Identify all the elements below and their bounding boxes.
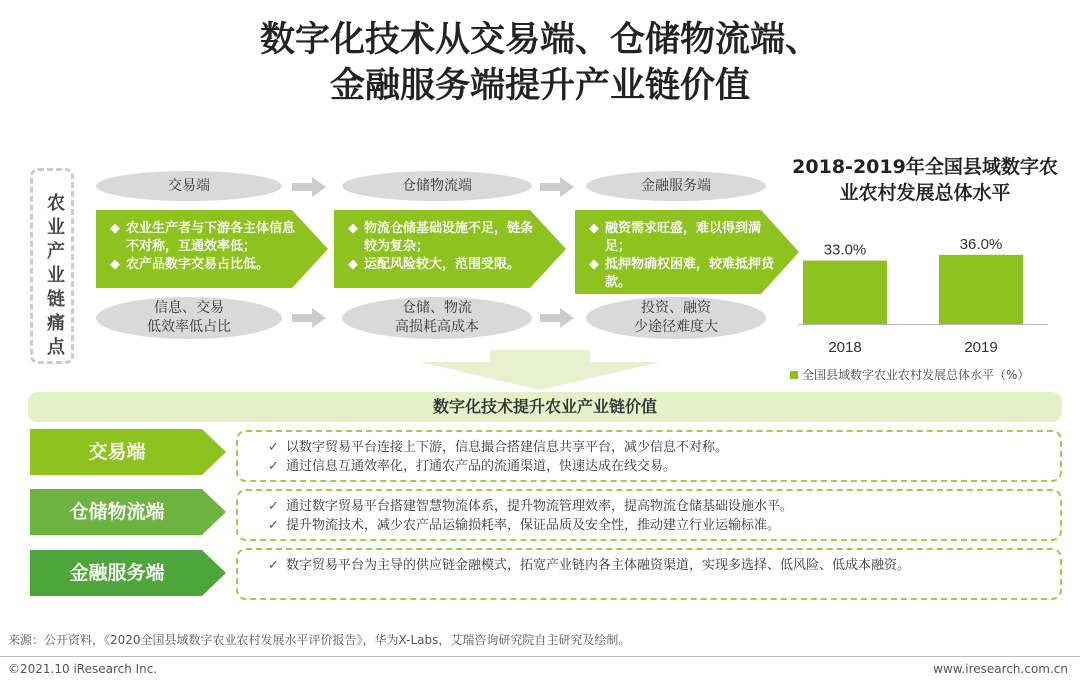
bar-2018	[803, 261, 887, 324]
issue-item: 融资需求旺盛，难以得到满足；	[605, 221, 762, 254]
stage-name-finance: 金融服务端	[641, 178, 711, 194]
legend-swatch	[790, 371, 798, 379]
pain-points-char: 产	[47, 241, 65, 262]
divider	[0, 656, 1080, 657]
arrow-right-icon	[292, 308, 326, 328]
source-note: 来源：公开资料，《2020全国县域数字农业农村发展水平评价报告》，华为X-Labs，艾瑞咨询研究院自主研究及绘制。	[8, 633, 631, 647]
pain-points-char: 点	[47, 337, 65, 358]
chart-title: 2018-2019年全国县域数字农业农村发展总体水平	[792, 156, 1058, 204]
data-label: 33.0%	[823, 241, 867, 259]
legend-label: 全国县域数字农业农村发展总体水平（%）	[802, 368, 1030, 382]
copyright: ©2021.10 iResearch Inc.	[8, 662, 158, 676]
solution-point: 通过信息互通效率化，打通农产品的流通渠道，快速达成在线交易。	[286, 459, 677, 474]
issue-list-trade: ◆ 农业生产者与下游各主体信息不对称，互通效率低； ◆ 农产品数字交易占比低。	[96, 212, 306, 274]
pain-points-char: 痛	[47, 313, 65, 334]
pain-points-char: 农	[47, 193, 65, 214]
pain-points-char: 业	[47, 217, 65, 238]
stage-ellipse-finance	[586, 171, 766, 201]
pain-points-char: 链	[47, 289, 65, 310]
pain-points-char: 业	[47, 265, 65, 286]
solution-point: 以数字贸易平台连接上下游，信息撮合搭建信息共享平台，减少信息不对称。	[286, 440, 729, 455]
value-banner: 数字化技术提升农业产业链价值	[28, 392, 1062, 422]
website-link[interactable]: www.iresearch.com.cn	[933, 662, 1068, 676]
page-title-line1: 数字化技术从交易端、仓储物流端、	[259, 20, 820, 60]
stage-ellipse-logistics	[342, 171, 532, 201]
summary-ellipse-logistics: 仓储、物流 高损耗高成本	[342, 297, 532, 339]
solution-point: 提升物流技术，减少农产品运输损耗率，保证品质及安全性，推动建立行业运输标准。	[286, 518, 781, 533]
x-tick-label: 2019	[964, 339, 998, 356]
issue-item: 农产品数字交易占比低。	[126, 257, 270, 272]
issue-list-logistics: ◆ 物流仓储基础设施不足，链条较为复杂； ◆ 运配风险较大，范围受限。	[334, 212, 544, 274]
issue-item: 农业生产者与下游各主体信息不对称，互通效率低；	[126, 221, 296, 254]
arrow-down-icon	[420, 350, 660, 390]
solution-point: 数字贸易平台为主导的供应链金融模式，拓宽产业链内各主体融资渠道，实现多选择、低风险、低成本融资。	[286, 558, 911, 573]
arrow-right-icon	[292, 177, 326, 197]
chart-legend	[790, 366, 1070, 383]
stage-name-logistics: 仓储物流端	[402, 178, 472, 194]
solution-tag-finance: 金融服务端	[69, 562, 165, 584]
stage-name-trade: 交易端	[168, 178, 210, 194]
solution-box-trade: ✓ 以数字贸易平台连接上下游，信息撮合搭建信息共享平台，减少信息不对称。 ✓ 通过信息互通效率化，打通农产品的流通渠道，快速达成在线交易。	[236, 430, 1062, 482]
solution-tag-trade: 交易端	[88, 441, 146, 463]
solution-box-finance: ✓ 数字贸易平台为主导的供应链金融模式，拓宽产业链内各主体融资渠道，实现多选择、低风险、低成本融资。	[236, 548, 1062, 600]
arrow-right-icon	[540, 308, 574, 328]
issue-item: 物流仓储基础设施不足，链条较为复杂；	[364, 221, 534, 254]
bar-2019	[939, 255, 1023, 324]
page-title-line2: 金融服务端提升产业链价值	[329, 66, 750, 106]
solution-point: 通过数字贸易平台搭建智慧物流体系，提升物流管理效率，提高物流仓储基础设施水平。	[286, 499, 794, 514]
data-label: 36.0%	[959, 235, 1003, 253]
pain-points-label	[44, 192, 68, 360]
issue-item: 运配风险较大，范围受限。	[364, 257, 521, 272]
arrow-right-icon	[540, 177, 574, 197]
x-tick-label: 2018	[828, 339, 862, 356]
issue-item: 抵押物确权困难，较难抵押贷款。	[605, 257, 775, 290]
solution-box-logistics: ✓ 通过数字贸易平台搭建智慧物流体系，提升物流管理效率，提高物流仓储基础设施水平。 ✓ 提升物流技术，减少农产品运输损耗率，保证品质及安全性，推动建立行业运输标准。	[236, 489, 1062, 541]
issue-list-finance: ◆ 融资需求旺盛，难以得到满足； ◆ 抵押物确权困难，较难抵押贷款。	[589, 221, 775, 290]
summary-ellipse-trade: 信息、交易 低效率低占比	[96, 297, 282, 339]
bar-chart	[778, 200, 1068, 385]
stage-ellipse-trade	[96, 171, 282, 201]
solution-tag-logistics: 仓储物流端	[69, 501, 165, 523]
summary-ellipse-finance: 投资、融资 少途径难度大	[586, 297, 766, 339]
